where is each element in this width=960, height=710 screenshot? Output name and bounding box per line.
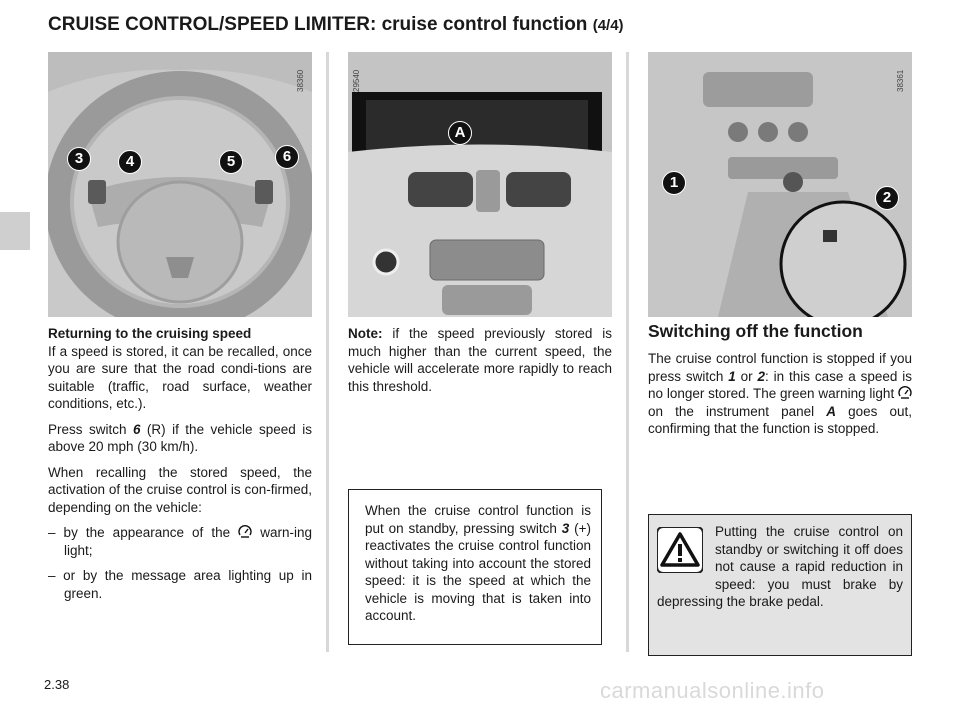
dashboard-image — [348, 52, 612, 317]
callout-2: 2 — [875, 186, 899, 210]
switch-ref: 3 — [561, 520, 570, 536]
section-tab — [0, 212, 30, 250]
callout-1: 1 — [662, 171, 686, 195]
column-divider — [626, 52, 629, 652]
cruise-control-warning-icon — [898, 386, 912, 400]
console-image — [648, 52, 912, 317]
warning-text: Putting the cruise control on standby or switching it off does not cause a rapid reduction in speed: you must brake by depressing the brake pedal. — [657, 524, 903, 609]
right-column — [648, 321, 912, 438]
section-heading: Switching off the function — [648, 321, 863, 341]
paragraph: The cruise control function is stopped if you press switch 1 or 2: in this case a speed is no longer stored. The green warning light on the instrument panel A goes out, confirming that the function is stopped. — [648, 351, 912, 436]
dashboard-illustration — [348, 52, 612, 317]
callout-3: 3 — [67, 147, 91, 171]
image-number: 29540 — [352, 69, 361, 92]
steering-wheel-image — [48, 52, 312, 317]
column-divider — [326, 52, 329, 652]
left-column — [48, 325, 312, 610]
callout-4: 4 — [118, 150, 142, 174]
page-title-text: CRUISE CONTROL/SPEED LIMITER: cruise control function — [48, 14, 588, 35]
console-illustration — [648, 52, 912, 317]
icon-spacer — [657, 523, 715, 589]
list-item: – by the appearance of the warn-ing light; — [48, 525, 312, 558]
watermark: carmanualsonline.info — [600, 678, 825, 703]
callout-5: 5 — [219, 150, 243, 174]
image-number: 38360 — [296, 69, 305, 92]
note: Note: if the speed previously stored is much higher than the current speed, the vehicle will accelerate more rapidly to reach this threshold. — [348, 326, 612, 394]
image-number: 38361 — [896, 69, 905, 92]
page-title-suffix: (4/4) — [592, 17, 624, 34]
middle-column — [348, 325, 612, 403]
paragraph: When recalling the stored speed, the activation of the cruise control is con-firmed, depending on the vehicle: — [48, 464, 312, 515]
section-heading: Returning to the cruising speed — [48, 326, 252, 341]
switch-ref: 6 — [132, 421, 141, 437]
page-number: 2.38 — [44, 677, 70, 692]
steering-wheel-illustration — [48, 52, 312, 317]
cruise-control-warning-icon — [238, 525, 252, 539]
callout-6: 6 — [275, 145, 299, 169]
paragraph: If a speed is stored, it can be recalled, once you are sure that the road condi-tions are suitable (traffic, road surface, weather conditions, etc.). — [48, 343, 312, 411]
paragraph: Press switch 6 (R) if the vehicle speed is above 20 mph (30 km/h). — [48, 421, 312, 454]
page-title — [48, 14, 624, 36]
list-item: – or by the message area lighting up in green. — [48, 568, 312, 601]
callout-a: A — [448, 121, 472, 145]
warning-box — [648, 514, 912, 656]
standby-info-box: When the cruise control function is put on standby, pressing switch 3 (+) reactivates the cruise control function without taking into account the stored speed: it is the speed at which the vehicle is moving that is taken into account. — [348, 489, 602, 645]
